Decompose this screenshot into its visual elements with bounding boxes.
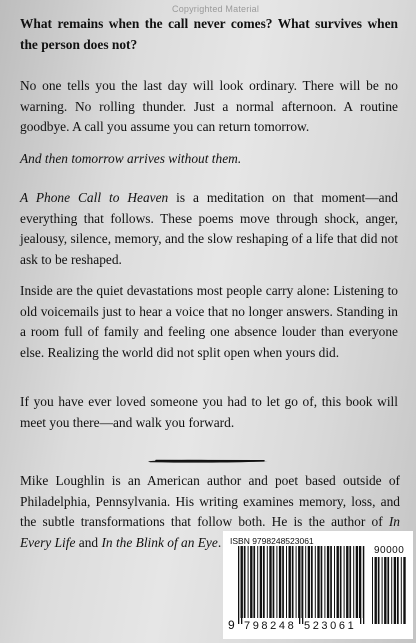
- barcode-bar: [401, 557, 402, 624]
- barcode-bar: [397, 557, 399, 624]
- barcode-bar: [260, 546, 262, 618]
- barcode-right-digits: 523061: [304, 620, 357, 632]
- blurb-paragraph-3: [20, 188, 398, 270]
- blurb-paragraph-1: No one tells you the last day will look ordinary. There will be no warning. No rolling thunder. Just a normal afternoon. A routine goodbye. A call you assume you can return tomorrow.: [20, 78, 398, 135]
- barcode-bar: [315, 546, 316, 618]
- author-bio-text-3: .: [217, 534, 222, 550]
- isbn-barcode: [223, 531, 413, 639]
- barcode-left-digits: 798248: [244, 620, 297, 632]
- barcode-bar: [378, 557, 380, 624]
- barcode-bar: [391, 557, 392, 624]
- barcode-bar: [394, 557, 396, 624]
- book-title-italic: A Phone Call to Heaven: [20, 190, 169, 205]
- barcode-bar: [330, 546, 332, 618]
- barcode-bar: [279, 546, 281, 618]
- barcode-bar: [324, 546, 325, 618]
- barcode-bar: [292, 546, 294, 618]
- barcode-bar: [375, 557, 377, 624]
- barcode-bar: [250, 546, 252, 618]
- barcode-guard-bar: [302, 546, 303, 624]
- barcode-bar: [269, 546, 271, 618]
- barcode-guard-bar: [241, 546, 242, 624]
- barcode-bar: [340, 546, 342, 618]
- barcode-bar: [337, 546, 339, 618]
- barcode-bar: [311, 546, 313, 618]
- blurb-paragraph-2: And then tomorrow arrives without them.: [20, 151, 242, 166]
- barcode-bar: [305, 546, 306, 618]
- barcode-bar: [344, 546, 345, 618]
- barcode-bar: [327, 546, 329, 618]
- barcode-guard-bar: [299, 546, 300, 624]
- barcode-bar: [384, 557, 386, 624]
- barcode-bar: [282, 546, 284, 618]
- price-code: 90000: [374, 545, 405, 556]
- barcode-bar: [321, 546, 323, 618]
- barcode-bar: [356, 546, 358, 618]
- barcode-bar: [372, 557, 373, 624]
- barcode-bar: [387, 557, 389, 624]
- barcode-leading-digit: 9: [228, 618, 235, 632]
- barcode-bar: [253, 546, 255, 618]
- author-book-1: In Every Life: [20, 514, 400, 550]
- barcode-guard-bar: [363, 546, 364, 624]
- barcode-bar: [286, 546, 287, 618]
- isbn-label: ISBN 9798248523061: [230, 536, 314, 546]
- barcode-bar: [248, 546, 249, 618]
- barcode-bar: [273, 546, 275, 618]
- barcode-bar: [353, 546, 354, 618]
- barcode-bar: [349, 546, 351, 618]
- barcode-bar: [382, 557, 383, 624]
- barcode-guard-bar: [238, 546, 239, 624]
- brush-divider: [146, 457, 270, 465]
- blurb-paragraph-5: If you have ever loved someone you had to let go of, this book will meet you there—and walk you forward.: [20, 394, 398, 430]
- barcode-bar: [308, 546, 310, 618]
- blurb-paragraph-3-text: is a meditation on that moment—and everything that follows. These poems move through shock, anger, jealousy, silence, memory, and the slow reshaping of a life that did not ask to be reshaped.: [20, 190, 398, 267]
- barcode-bar: [296, 546, 297, 618]
- author-bio-text-1: Mike Loughlin is an American author and poet based outside of Philadelphia, Pennsylvania. His writing examines memory, loss, and the subtle transformations that follow both. He is the author of: [20, 473, 400, 530]
- copyright-watermark: Copyrighted Material: [172, 4, 260, 14]
- blurb-paragraph-4: Inside are the quiet devastations most people carry alone: Listening to old voicemails just to hear a voice that no longer answers. Standing in a room full of family and feeling one absence louder than everyone else. Realizing the world did not split open when yours did.: [20, 283, 398, 360]
- barcode-bar: [263, 546, 265, 618]
- barcode-bar: [267, 546, 268, 618]
- barcode-bar: [346, 546, 348, 618]
- barcode-guard-bar: [360, 546, 361, 624]
- barcode-bar: [289, 546, 291, 618]
- author-book-2: In the Blink of an Eye: [101, 534, 218, 550]
- barcode-bar: [276, 546, 277, 618]
- barcode-bar: [257, 546, 258, 618]
- barcode-bar: [317, 546, 319, 618]
- barcode-bar: [403, 557, 405, 624]
- barcode-bar: [334, 546, 335, 618]
- author-bio-text-2: and: [75, 534, 102, 550]
- barcode-bar: [244, 546, 246, 618]
- hook-question: What remains when the call never comes? What survives when the person does not?: [20, 16, 398, 52]
